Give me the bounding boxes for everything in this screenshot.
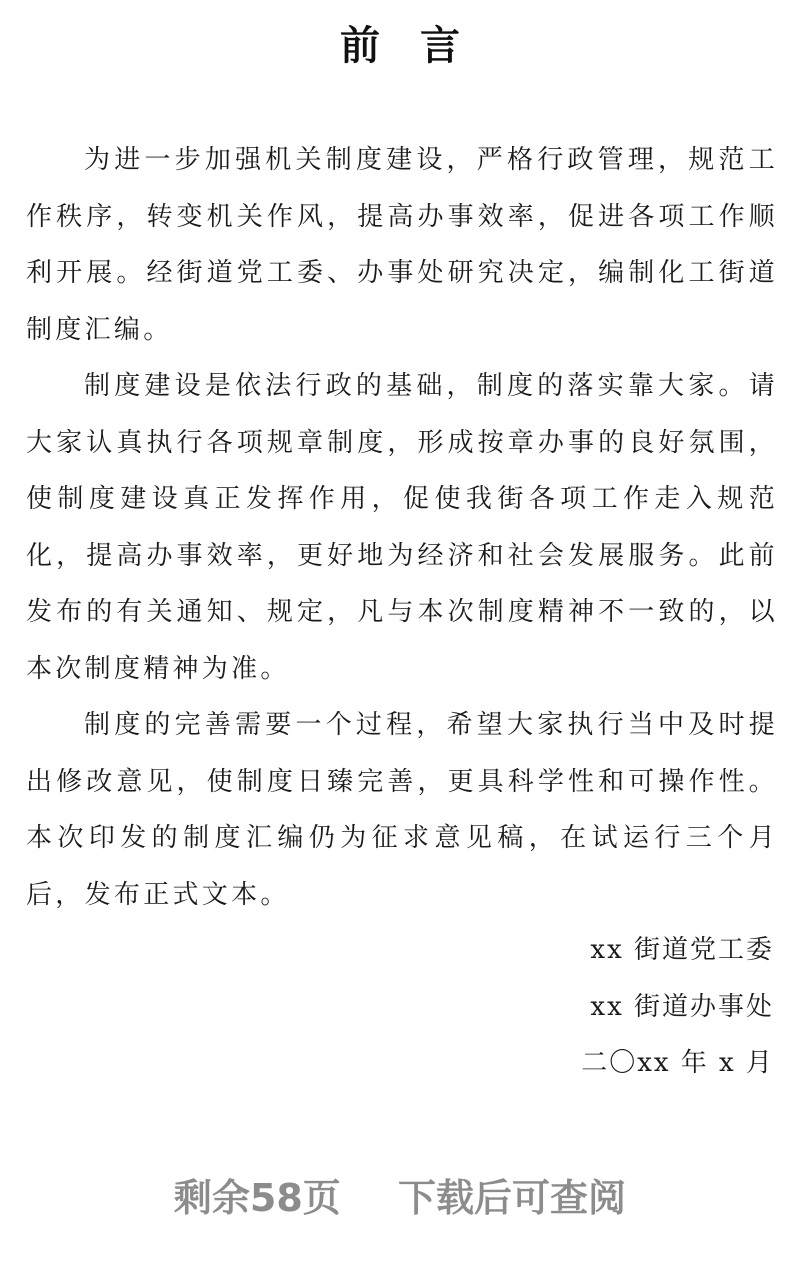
page-title: 前言: [340, 22, 500, 69]
paragraph-1: 为进一步加强机关制度建设，严格行政管理，规范工作秩序，转变机关作风，提高办事效率，促进各项工作顺利开展。经街道党工委、办事处研究决定，编制化工街道制度汇编。: [26, 145, 778, 345]
signature-org-party-committee: xx 街道党工委: [590, 935, 774, 965]
paragraph-3: 制度的完善需要一个过程，希望大家执行当中及时提出修改意见，使制度日臻完善，更具科学性和可操作性。本次印发的制度汇编仍为征求意见稿，在试运行三个月后，发布正式文本。: [26, 710, 778, 910]
download-banner[interactable]: [0, 1168, 800, 1228]
signature-block: [581, 922, 774, 1092]
remaining-pages-text: 剩余58页: [173, 1176, 341, 1220]
signature-org-office: xx 街道办事处: [590, 991, 774, 1022]
signature-date: 二〇xx 年 x 月: [581, 1048, 774, 1078]
document-body: [26, 132, 778, 923]
download-prompt-text[interactable]: 下载后可查阅: [398, 1176, 627, 1220]
paragraph-2: 制度建设是依法行政的基础，制度的落实靠大家。请大家认真执行各项规章制度，形成按章办事的良好氛围，使制度建设真正发挥作用，促使我街各项工作走入规范化，提高办事效率，更好地为经济和社会发展服务。此前发布的有关通知、规定，凡与本次制度精神不一致的，以本次制度精神为准。: [26, 371, 778, 684]
